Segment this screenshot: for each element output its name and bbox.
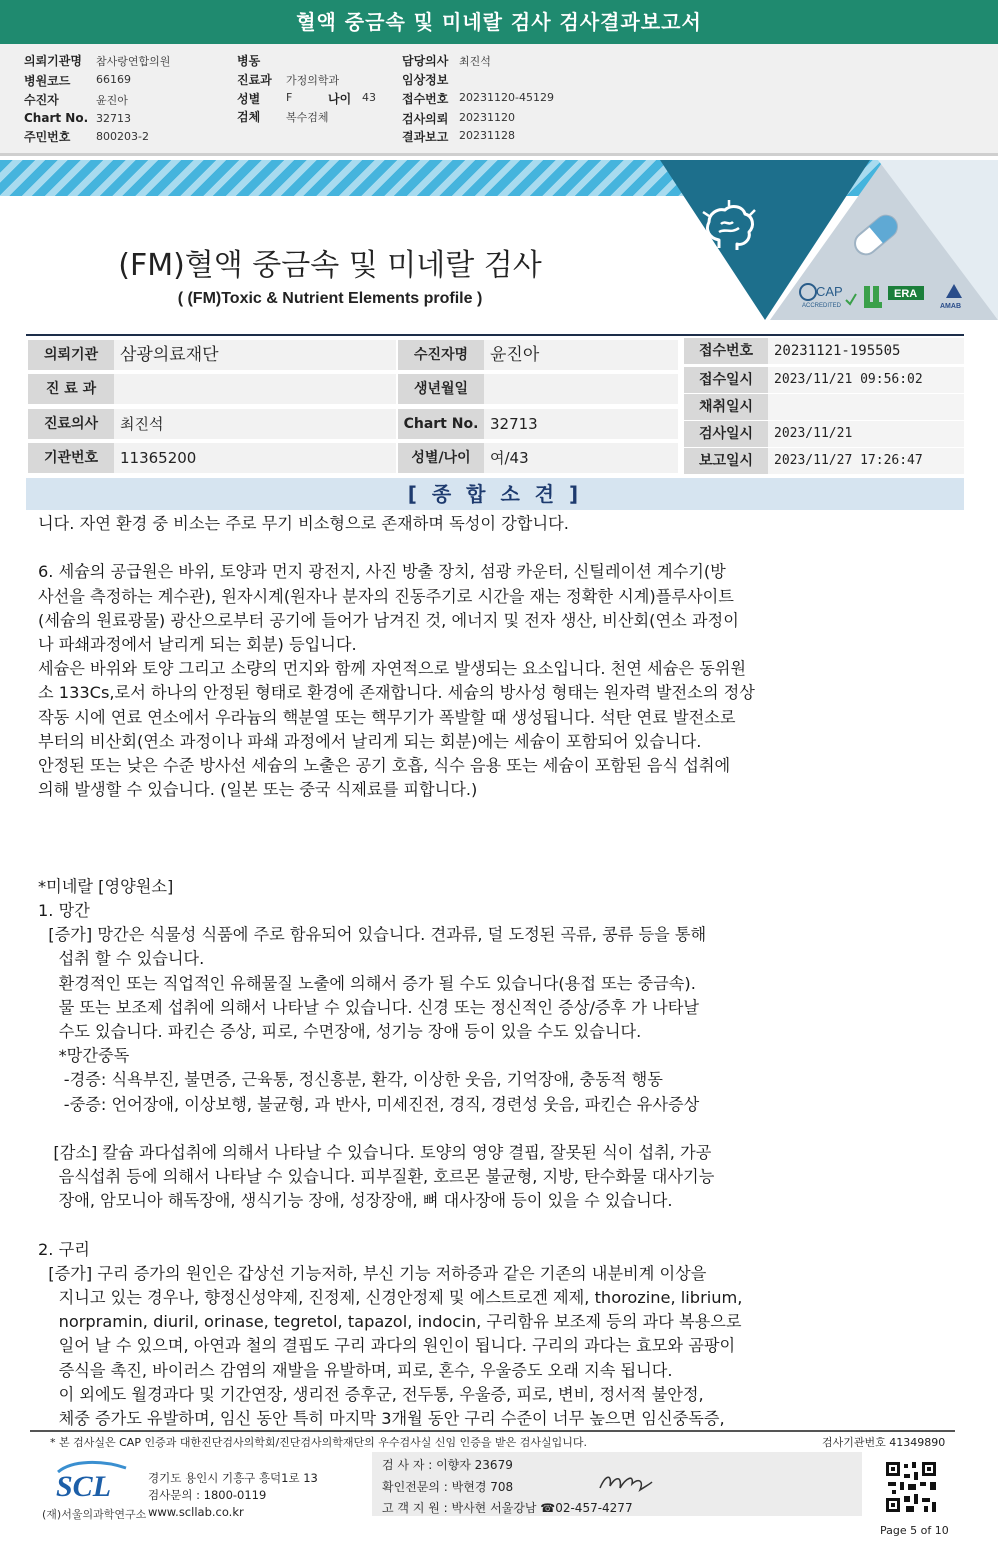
field-label: 진 료 과 bbox=[28, 374, 114, 404]
body-line: [증가] 구리 증가의 원인은 갑상선 기능저하, 부신 기능 저하증과 같은 기존의 내분비계 이상을 bbox=[38, 1263, 707, 1283]
body-line: *미네랄 [영양원소] bbox=[38, 876, 174, 896]
field-value: 20231121-195505 bbox=[768, 338, 964, 364]
body-line: 부터의 비산회(연소 과정이나 파쇄 과정에서 날리게 되는 회분)에는 세슘이 포함되어 있습니다. bbox=[38, 731, 702, 751]
field-label: 성별/나이 bbox=[398, 443, 484, 473]
certification-logos bbox=[796, 280, 996, 314]
info-label: 임상정보 bbox=[402, 73, 449, 87]
body-line: 세슘은 바위와 토양 그리고 소량의 먼지와 함께 자연적으로 발생되는 요소입니다. 천연 세슘은 동위원 bbox=[38, 659, 747, 679]
info-label: 결과보고 bbox=[402, 130, 449, 144]
body-line: norpramin, diuril, orinase, tegretol, tapazol, indocin, 구리함유 보조제 등의 과다 복용으로 bbox=[38, 1312, 742, 1332]
info-label: 접수번호 bbox=[402, 92, 449, 106]
field-label: 의뢰기관 bbox=[28, 340, 114, 370]
field-label: 수진자명 bbox=[398, 340, 484, 370]
body-line: 증식을 촉진, 바이러스 감염의 재발을 유발하며, 피로, 혼수, 우울증도 오래 지속 됩니다. bbox=[38, 1360, 673, 1380]
scl-name: (재)서울의과학연구소 bbox=[42, 1508, 147, 1521]
body-line: 일어 날 수 있으며, 아연과 철의 결핍도 구리 과다의 원인이 됩니다. 구리의 과다는 효모와 곰팡이 bbox=[38, 1336, 736, 1356]
body-line bbox=[38, 536, 938, 560]
field-value: 11365200 bbox=[114, 443, 396, 473]
body-line: (세슘의 원료광물) 광산으로부터 공기에 들어가 남겨진 것, 에너지 및 전자 생산, 비산회(연소 과정이 bbox=[38, 610, 739, 630]
info-value: 66169 bbox=[96, 73, 131, 86]
body-line: 니다. 자연 환경 중 비소는 주로 무기 비소형으로 존재하며 독성이 강합니다. bbox=[38, 514, 569, 533]
body-line: 환경적인 또는 직업적인 유해물질 노출에 의해서 증가 될 수도 있습니다(용접 또는 중금속). bbox=[38, 973, 696, 993]
info-label: 수진자 bbox=[24, 93, 59, 107]
field-value: 32713 bbox=[484, 409, 678, 439]
field-label: 보고일시 bbox=[684, 448, 768, 474]
field-value: 2023/11/27 17:26:47 bbox=[768, 448, 964, 474]
info-label: 의뢰기관명 bbox=[24, 54, 82, 68]
field-value: 최진석 bbox=[114, 409, 396, 439]
request-info-panel bbox=[0, 44, 998, 156]
field-label: 접수번호 bbox=[684, 338, 768, 364]
body-line: 물 또는 보조제 섭취에 의해서 나타날 수 있습니다. 신경 또는 정신적인 증상/증후 가 나타날 bbox=[38, 997, 700, 1017]
body-line bbox=[38, 1213, 938, 1237]
body-line: -경증: 식욕부진, 불면증, 근육통, 정신흥분, 환각, 이상한 웃음, 기억장애, 충동적 행동 bbox=[38, 1070, 663, 1090]
info-label: Chart No. bbox=[24, 111, 89, 125]
info-label: 성별 bbox=[237, 92, 261, 106]
lab-website[interactable]: www.scllab.co.kr bbox=[148, 1505, 244, 1519]
info-label: 진료과 bbox=[237, 73, 272, 87]
info-label: 주민번호 bbox=[24, 130, 71, 144]
lab-phone: 검사문의 : 1800-0119 bbox=[148, 1488, 267, 1502]
body-line bbox=[38, 826, 938, 850]
body-line: 2. 구리 bbox=[38, 1239, 90, 1259]
body-line bbox=[38, 1117, 938, 1141]
specialist-line: 확인전문의 : 박현경 708 bbox=[382, 1480, 514, 1494]
lab-registration-number: 검사기관번호 41349890 bbox=[822, 1436, 946, 1449]
scl-logo-text: SCL bbox=[56, 1470, 112, 1502]
lab-address: 경기도 용인시 기흥구 흥덕1로 13 bbox=[148, 1471, 318, 1485]
field-label: 접수일시 bbox=[684, 367, 768, 393]
info-value: 복수검체 bbox=[286, 111, 329, 124]
field-value bbox=[484, 374, 678, 404]
report-title-bar: 혈액 중금속 및 미네랄 검사 검사결과보고서 bbox=[0, 0, 998, 44]
info-value: 최진석 bbox=[459, 55, 491, 68]
field-value: 여/43 bbox=[484, 443, 678, 473]
info-value: F bbox=[286, 91, 293, 104]
info-value: 20231120-45129 bbox=[459, 91, 554, 104]
body-line bbox=[38, 802, 938, 826]
test-subtitle: ( (FM)Toxic & Nutrient Elements profile ) bbox=[177, 290, 483, 307]
body-line: 1. 망간 bbox=[38, 901, 90, 920]
body-line: 이 외에도 월경과다 및 기간연장, 생리전 증후군, 전두통, 우울증, 피로, 변비, 정서적 불안정, bbox=[38, 1384, 704, 1404]
field-value bbox=[768, 394, 964, 420]
cap-logo-sub: ACCREDITED bbox=[802, 303, 842, 309]
info-label: 검체 bbox=[237, 110, 261, 124]
field-label: 기관번호 bbox=[28, 443, 114, 473]
field-value: 삼광의료재단 bbox=[114, 340, 396, 370]
amab-logo-text: AMAB bbox=[940, 303, 961, 310]
info-value: 가정의학과 bbox=[286, 74, 340, 87]
info-value: 20231120 bbox=[459, 111, 515, 124]
table-top-rule bbox=[26, 334, 964, 336]
era-logo-text: ERA bbox=[894, 288, 918, 300]
body-line: [증가] 망간은 식물성 식품에 주로 함유되어 있습니다. 견과류, 덜 도정된 곡류, 콩류 등을 통해 bbox=[38, 925, 707, 945]
body-line: *망간중독 bbox=[38, 1046, 130, 1066]
field-label: 진료의사 bbox=[28, 409, 114, 439]
field-label: 검사일시 bbox=[684, 421, 768, 447]
accreditation-note: * 본 검사실은 CAP 인증과 대한진단검사의학회/진단검사의학재단의 우수검사실 신임 인증을 받은 검사실입니다. bbox=[50, 1436, 588, 1449]
footer-rule bbox=[30, 1430, 955, 1432]
body-line: 섭취 할 수 있습니다. bbox=[38, 949, 205, 969]
field-value: 2023/11/21 bbox=[768, 421, 964, 447]
field-value: 윤진아 bbox=[484, 340, 678, 370]
body-line: 사선을 측정하는 계수관), 원자시계(원자나 분자의 진동주기로 시간을 재는 정확한 시계)플루사이트 bbox=[38, 586, 734, 606]
qr-code[interactable] bbox=[884, 1460, 938, 1514]
info-label: 병원코드 bbox=[24, 74, 71, 88]
field-value bbox=[114, 374, 396, 404]
info-value: 20231128 bbox=[459, 129, 515, 142]
cap-logo-text: CAP bbox=[816, 284, 843, 299]
body-line bbox=[38, 851, 938, 875]
body-line: 작동 시에 연료 연소에서 우라늄의 핵분열 또는 핵무기가 폭발할 때 생성됩니다. 석탄 연료 발전소로 bbox=[38, 707, 736, 727]
body-line: 지니고 있는 경우나, 향정신성약제, 진정제, 신경안정제 및 에스트로겐 제제, thorozine, librium, bbox=[38, 1288, 743, 1307]
body-line: 수도 있습니다. 파킨슨 증상, 피로, 수면장애, 성기능 장애 등이 있을 수도 있습니다. bbox=[38, 1021, 642, 1041]
body-line: 6. 세슘의 공급원은 바위, 토양과 먼지 광전지, 사진 방출 장치, 섬광 카운터, 신틸레이션 계수기(방 bbox=[38, 562, 726, 582]
body-line: 음식섭취 등에 의해서 나타날 수 있습니다. 피부질환, 호르몬 불균형, 지방, 탄수화물 대사기능 bbox=[38, 1167, 715, 1187]
field-label: 생년월일 bbox=[398, 374, 484, 404]
info-label: 검사의뢰 bbox=[402, 112, 449, 126]
support-line: 고 객 지 원 : 박사현 서울강남 ☎02-457-4277 bbox=[382, 1501, 633, 1515]
body-line: 장애, 암모니아 해독장애, 생식기능 장애, 성장장애, 뼈 대사장애 등이 있을 수 있습니다. bbox=[38, 1191, 673, 1211]
tester-line: 검 사 자 : 이향자 23679 bbox=[382, 1458, 513, 1472]
body-line: 의해 발생할 수 있습니다. (일본 또는 중국 식제료를 피합니다.) bbox=[38, 780, 478, 800]
info-value: 32713 bbox=[96, 112, 131, 125]
info-label: 담당의사 bbox=[402, 54, 449, 68]
info-value: 참사랑연합의원 bbox=[96, 55, 171, 68]
body-line: 소 133Cs,로서 하나의 안정된 형태로 환경에 존재합니다. 세슘의 방사성 형태는 원자력 발전소의 정상 bbox=[38, 683, 755, 703]
info-value: 800203-2 bbox=[96, 130, 149, 143]
field-label: 채취일시 bbox=[684, 394, 768, 420]
body-line: 안정된 또는 낮은 수준 방사선 세슘의 노출은 공기 호흡, 식수 음용 또는 세슘이 포함된 음식 섭취에 bbox=[38, 755, 731, 775]
body-line: -중증: 언어장애, 이상보행, 불균형, 과 반사, 미세진전, 경직, 경련성 웃음, 파킨슨 유사증상 bbox=[38, 1094, 700, 1114]
test-title: (FM)혈액 중금속 및 미네랄 검사 bbox=[118, 248, 542, 283]
summary-body bbox=[38, 512, 938, 1431]
brain-icon bbox=[697, 198, 761, 262]
body-line: 체중 증가도 유발하며, 임신 동안 특히 마지막 3개월 동안 구리 수준이 너무 높으면 임신중독증, bbox=[38, 1408, 725, 1428]
field-value: 2023/11/21 09:56:02 bbox=[768, 367, 964, 393]
info-value: 윤진아 bbox=[96, 94, 128, 107]
summary-heading: [ 종 합 소 견 ] bbox=[26, 478, 964, 510]
info-label: 나이 bbox=[328, 92, 352, 106]
scl-logo bbox=[52, 1458, 132, 1502]
info-value: 43 bbox=[362, 91, 376, 104]
body-line: [감소] 칼슘 과다섭취에 의해서 나타날 수 있습니다. 토양의 영양 결핍, 잘못된 식이 섭취, 가공 bbox=[38, 1142, 712, 1162]
signature-image bbox=[596, 1468, 656, 1498]
body-line: 나 파쇄과정에서 날리게 되는 회분) 등입니다. bbox=[38, 634, 357, 654]
info-label: 병동 bbox=[237, 54, 261, 68]
pill-icon bbox=[846, 205, 906, 265]
field-label: Chart No. bbox=[398, 409, 484, 439]
page-number: Page 5 of 10 bbox=[880, 1524, 949, 1537]
